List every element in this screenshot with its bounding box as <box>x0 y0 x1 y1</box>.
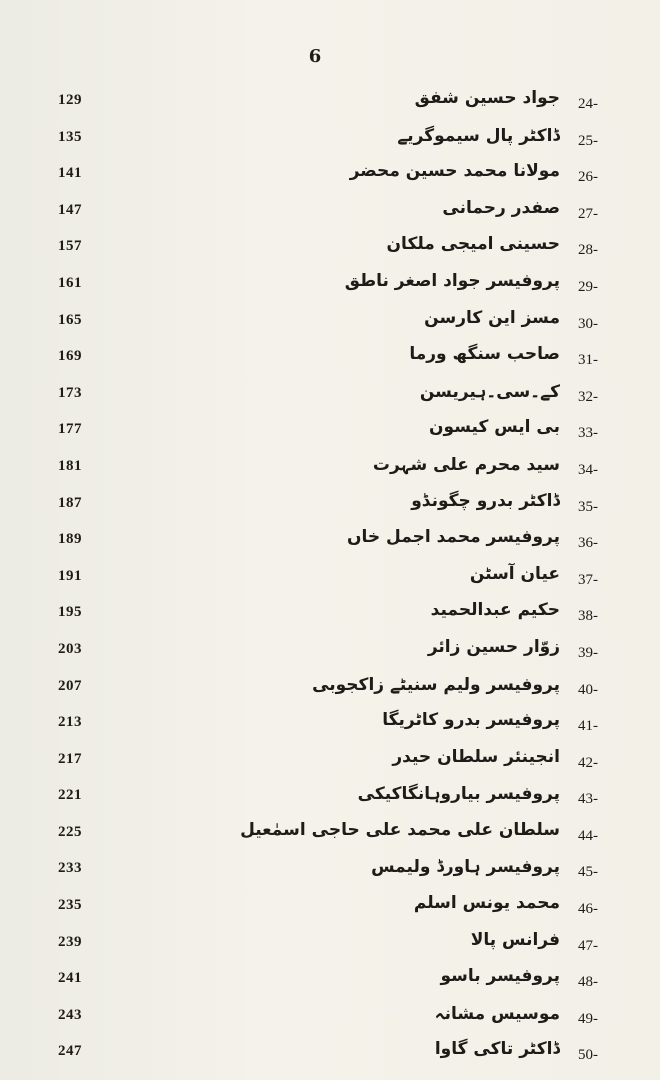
toc-entry-name: پروفیسر جواد اصغر ناطق <box>344 270 560 291</box>
toc-entry <box>0 344 660 381</box>
toc-entry-number: 38- <box>578 608 598 625</box>
toc-entry-number: 25- <box>578 132 598 149</box>
toc-page-ref: 203 <box>58 640 82 657</box>
toc-entry-name: موسیس مشانہ <box>434 1003 560 1024</box>
toc-page-ref: 181 <box>58 457 82 474</box>
toc-entry-name: حسینی امیجی ملکان <box>386 234 560 255</box>
toc-entry-name: پروفیسر ولیم سنیٹے زاکجوبی <box>312 674 560 695</box>
toc-page-ref: 135 <box>58 128 82 145</box>
toc-entry-number: 33- <box>578 425 598 442</box>
toc-page-ref: 207 <box>58 677 82 694</box>
toc-entry <box>0 308 660 345</box>
toc-entry-name: پروفیسر بدرو کاٹریگا <box>382 710 560 731</box>
toc-page-ref: 187 <box>58 494 82 511</box>
toc-entry-number: 29- <box>578 278 598 295</box>
toc-page-ref: 173 <box>58 384 82 401</box>
toc-entry <box>0 930 660 967</box>
toc-entry-number: 41- <box>578 718 598 735</box>
toc-entry-name: پروفیسر محمد اجمل خاں <box>346 527 560 548</box>
toc-entry-name: ڈاکٹر بدرو چگونڈو <box>411 490 560 511</box>
toc-page-ref: 189 <box>58 531 82 548</box>
toc-entry-number: 50- <box>578 1047 598 1064</box>
toc-page-ref: 177 <box>58 421 82 438</box>
toc-entry-number: 48- <box>578 974 598 991</box>
toc-page-ref: 235 <box>58 897 82 914</box>
toc-entry-name: بی ایس کیسون <box>429 417 560 438</box>
toc-page-ref: 169 <box>58 348 82 365</box>
toc-entry-name: زوّار حسین زائر <box>427 636 560 657</box>
toc-entry <box>0 747 660 784</box>
toc-page-ref: 165 <box>58 311 82 328</box>
toc-entry-number: 26- <box>578 169 598 186</box>
toc-page-ref: 239 <box>58 933 82 950</box>
toc-entry-name: ڈاکٹر پال سیموگریے <box>397 125 560 146</box>
toc-entry-name: انجینئر سلطان حیدر <box>392 746 560 767</box>
toc-entry <box>0 88 660 125</box>
toc-entry-number: 30- <box>578 315 598 332</box>
page-number: 6 <box>308 46 322 67</box>
toc-entry <box>0 198 660 235</box>
toc-entry-name: حکیم عبدالحمید <box>430 600 560 621</box>
toc-entry <box>0 234 660 271</box>
toc-entry-number: 45- <box>578 864 598 881</box>
toc-entry-number: 31- <box>578 352 598 369</box>
toc-entry-number: 28- <box>578 242 598 259</box>
toc-entry-number: 39- <box>578 644 598 661</box>
toc-page-ref: 241 <box>58 970 82 987</box>
toc-page-ref: 195 <box>58 604 82 621</box>
toc-entry <box>0 600 660 637</box>
toc-page-ref: 157 <box>58 238 82 255</box>
toc-page-ref: 213 <box>58 714 82 731</box>
toc-entry <box>0 417 660 454</box>
toc-entry-name: جواد حسین شفق <box>414 88 560 108</box>
toc-entry-name: پروفیسر باسو <box>440 966 560 987</box>
toc-entry <box>0 783 660 820</box>
toc-entry <box>0 491 660 528</box>
toc-entry <box>0 674 660 711</box>
toc-entry-number: 24- <box>578 96 598 112</box>
table-of-contents <box>0 88 660 1076</box>
toc-entry-number: 37- <box>578 571 598 588</box>
toc-entry-name: محمد یونس اسلم <box>413 893 560 914</box>
toc-entry-name: سید محرم علی شہرت <box>372 454 560 475</box>
toc-entry <box>0 527 660 564</box>
toc-page-ref: 217 <box>58 750 82 767</box>
toc-entry-number: 32- <box>578 388 598 405</box>
toc-entry-number: 34- <box>578 461 598 478</box>
toc-entry-name: سلطان علی محمد علی حاجی اسمٰعیل <box>240 819 560 840</box>
toc-entry <box>0 125 660 162</box>
toc-entry <box>0 1039 660 1076</box>
toc-entry <box>0 271 660 308</box>
toc-page-ref: 161 <box>58 274 82 291</box>
toc-entry-name: ڈاکٹر تاکی گاوا <box>434 1039 560 1060</box>
toc-entry <box>0 454 660 491</box>
toc-entry-number: 36- <box>578 535 598 552</box>
toc-entry-name: فرانس پالا <box>470 929 560 950</box>
toc-entry <box>0 564 660 601</box>
toc-page-ref: 129 <box>58 92 82 108</box>
toc-entry <box>0 161 660 198</box>
toc-entry-name: مولانا محمد حسین محضر <box>349 161 560 182</box>
toc-entry <box>0 893 660 930</box>
toc-entry-number: 43- <box>578 791 598 808</box>
toc-entry-number: 49- <box>578 1010 598 1027</box>
toc-entry-number: 44- <box>578 827 598 844</box>
toc-entry-name: صفدر رحمانی <box>442 197 560 218</box>
toc-entry <box>0 637 660 674</box>
toc-page-ref: 147 <box>58 201 82 218</box>
toc-entry-name: صاحب سنگھ ورما <box>409 344 560 365</box>
toc-entry-number: 40- <box>578 681 598 698</box>
toc-entry-number: 42- <box>578 754 598 771</box>
toc-entry-name: عیان آسٹن <box>469 563 560 584</box>
toc-entry <box>0 1003 660 1040</box>
toc-entry <box>0 856 660 893</box>
toc-page-ref: 221 <box>58 787 82 804</box>
toc-entry-name: پروفیسر بیاروہانگاکیکی <box>357 784 560 805</box>
toc-page-ref: 243 <box>58 1006 82 1023</box>
toc-page-ref: 233 <box>58 860 82 877</box>
toc-page-ref: 141 <box>58 165 82 182</box>
toc-entry <box>0 966 660 1003</box>
toc-entry <box>0 381 660 418</box>
toc-entry <box>0 820 660 857</box>
toc-entry-number: 27- <box>578 205 598 222</box>
toc-entry-name: کے۔سی۔ہیریسن <box>419 381 560 402</box>
toc-page-ref: 247 <box>58 1043 82 1060</box>
toc-entry-name: مسز این کارسن <box>424 307 560 328</box>
toc-entry-number: 46- <box>578 901 598 918</box>
toc-entry <box>0 710 660 747</box>
toc-page-ref: 225 <box>58 823 82 840</box>
toc-entry-name: پروفیسر ہاورڈ ولیمس <box>371 857 560 878</box>
toc-entry-number: 35- <box>578 498 598 515</box>
toc-entry-number: 47- <box>578 937 598 954</box>
toc-page-ref: 191 <box>58 567 82 584</box>
